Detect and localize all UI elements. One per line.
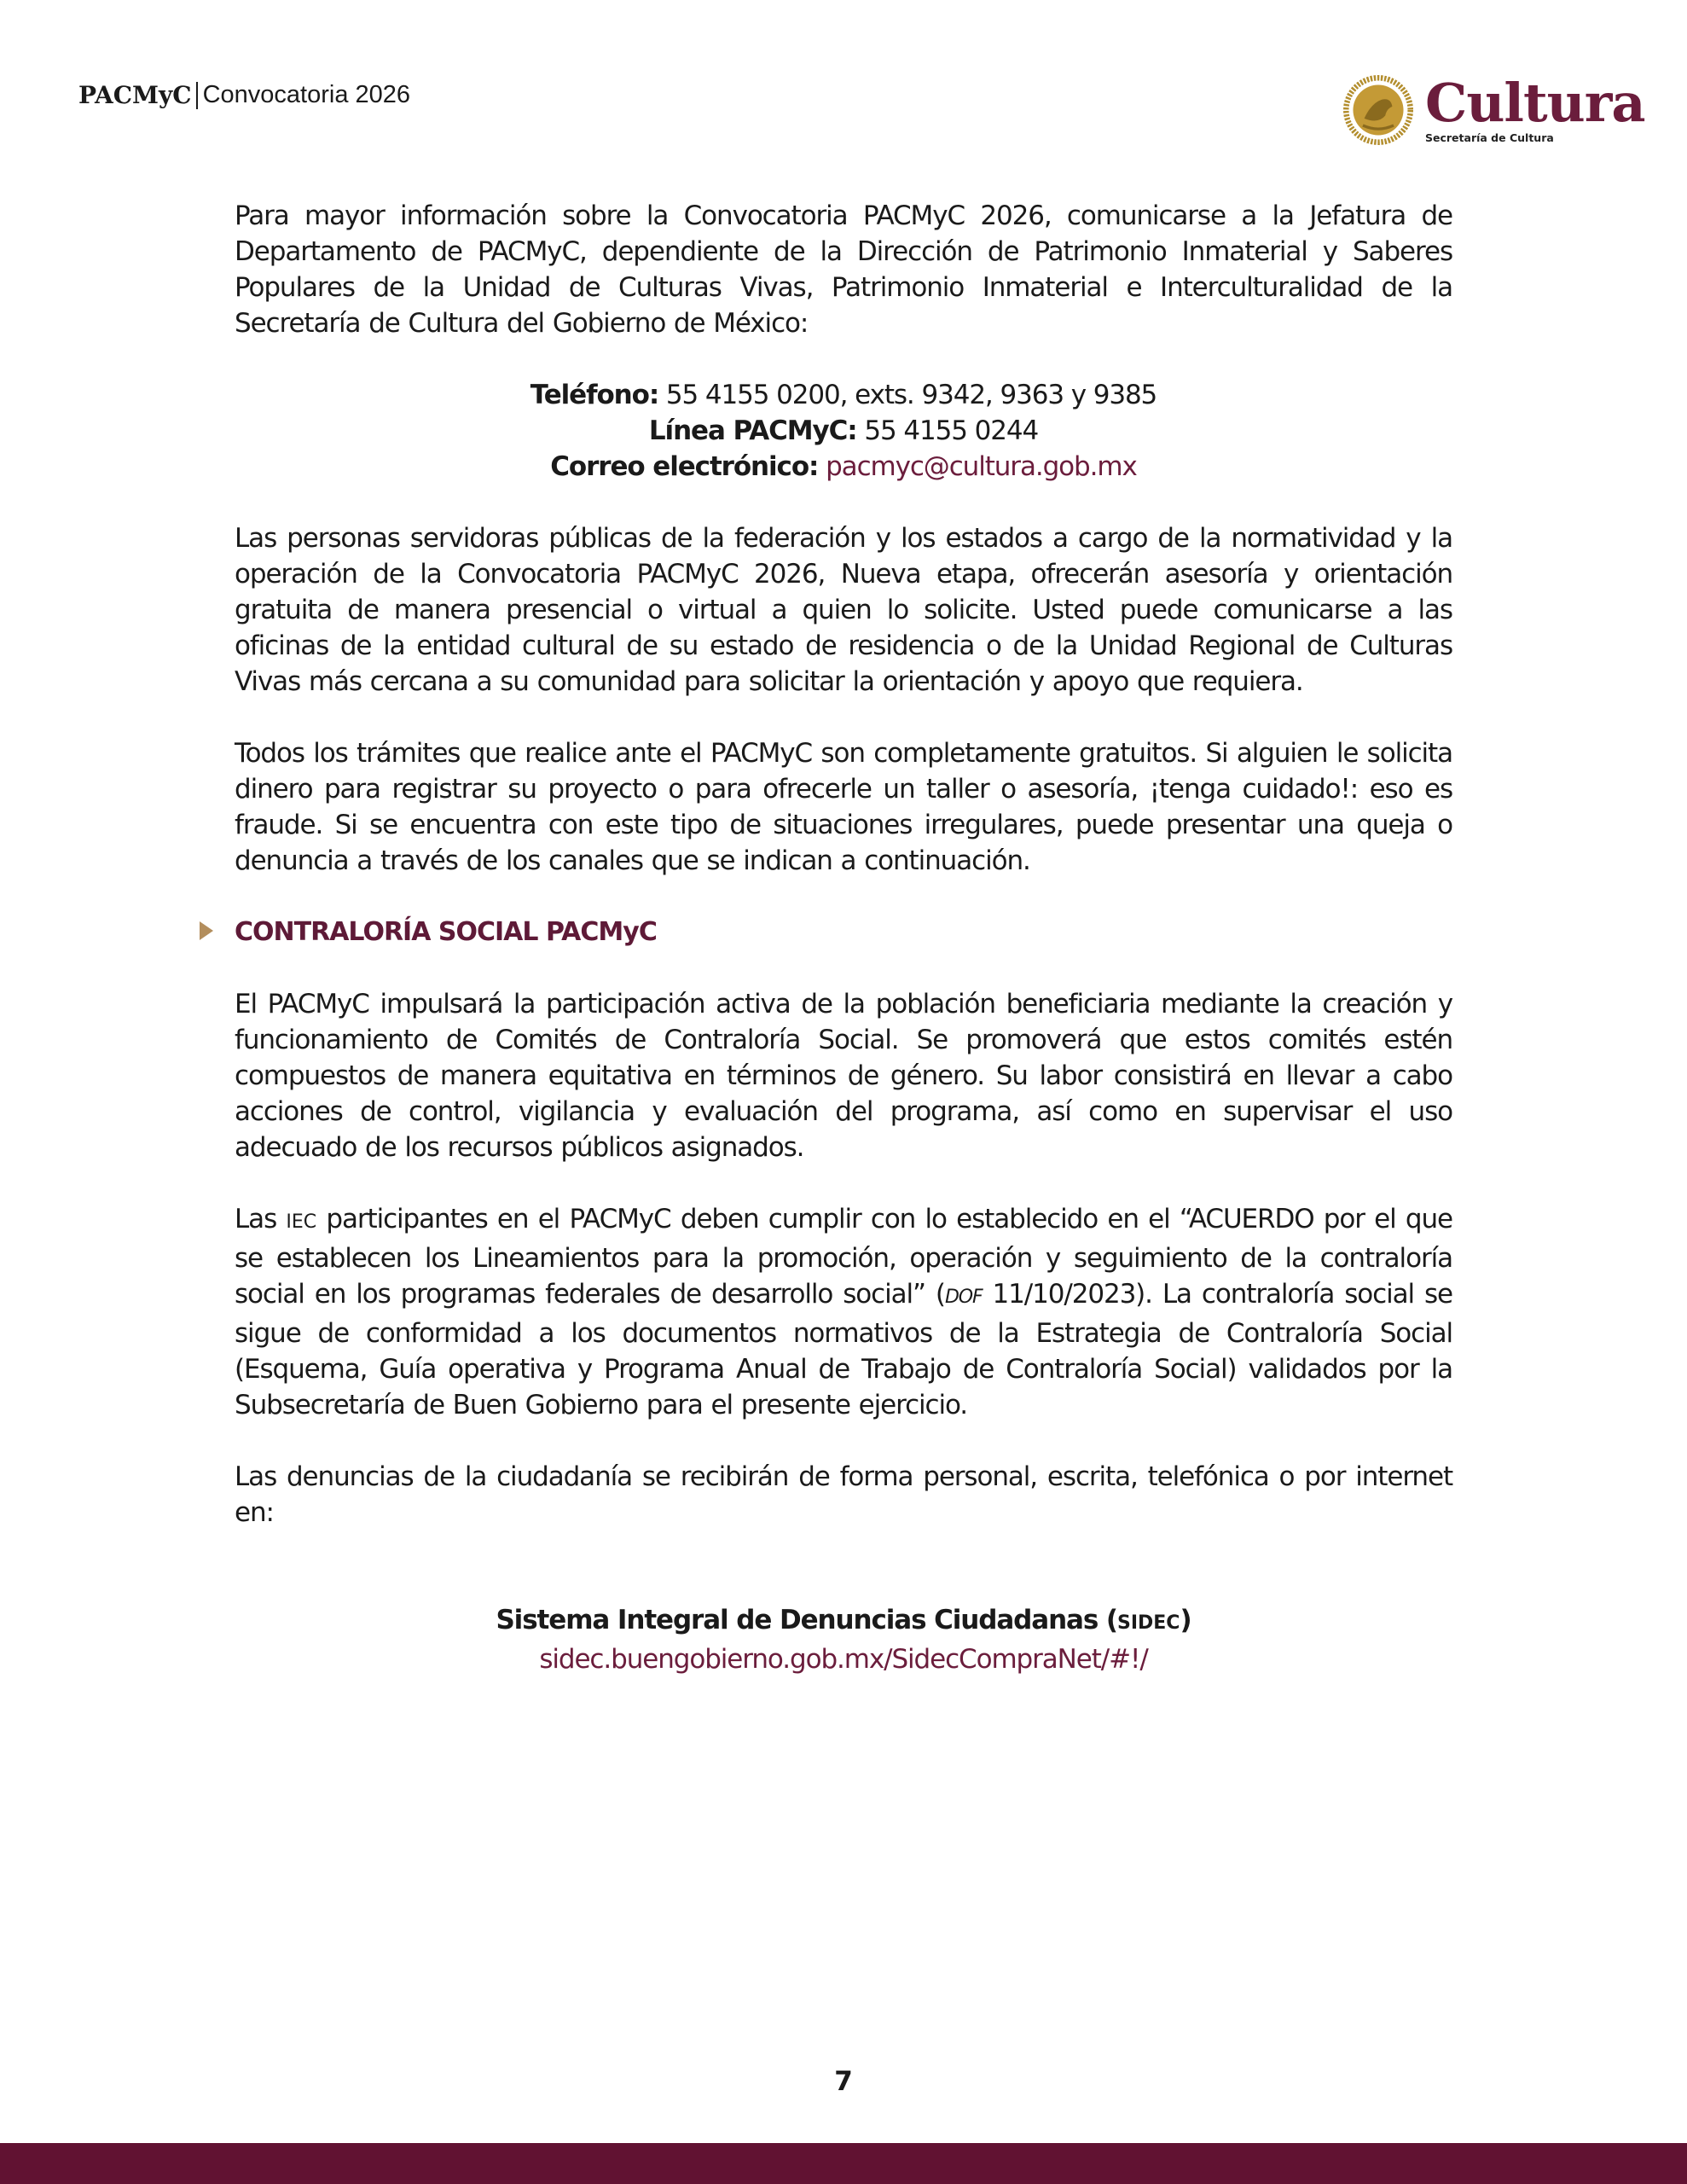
contact-email [235,449,1452,485]
footer-bar [0,2143,1687,2184]
section-title: CONTRALORÍA SOCIAL PACMyC [235,917,657,947]
paragraph-intro: Para mayor información sobre la Convocatoria PACMyC 2026, comunicarse a la Jefatura de Departamento de PACMyC, dependiente de la Dirección de Patrimonio Inmaterial y Saberes Populares de la Unidad de Culturas Vivas, Patrimonio Inmaterial e Interculturalidad de la Secretaría de Cultura del Gobierno de México: [235,200,1452,339]
sidec-close: ) [1180,1605,1191,1635]
contact-block [235,377,1452,485]
iec-post: 11/10/2023). La contraloría social se sigue de conformidad a los documentos normativos de la Estrategia de Contraloría Social (Esquema, Guía operativa y Programa Anual de Trabajo de Contraloría Social) validados por la Subsecretaría de Buen Gobierno para el presente ejercicio. [235,1279,1452,1420]
sidec-url-link[interactable]: sidec.buengobierno.gob.mx/SidecCompraNet/#!/ [539,1644,1148,1675]
page-number: 7 [834,2066,853,2097]
line-value: 55 4155 0244 [856,415,1039,446]
sidec-title [235,1602,1452,1641]
logo-subtitle: Secretaría de Cultura [1425,131,1554,144]
line-label: Línea PACMyC: [648,415,857,446]
paragraph-denuncias: Las denuncias de la ciudadanía se recibirán de forma personal, escrita, telefónica o por internet en: [235,1461,1452,1528]
iec-pre: Las [235,1204,287,1234]
phone-value: 55 4155 0200, exts. 9342, 9363 y 9385 [658,380,1157,410]
sidec-abbr: SIDEC [1116,1612,1180,1634]
paragraph-iec [235,1201,1452,1423]
section-heading [235,915,1452,950]
iec-mid: participantes en el PACMyC deben cumplir con lo establecido en el “ACUERDO por el que se establecen los Lineamientos para la promoción, operación y seguimiento de la contraloría social en los programas federales de desarrollo social” ( [235,1204,1452,1310]
header-separator [196,82,198,109]
paragraph-impulsara: El PACMyC impulsará la participación activa de la población beneficiaria mediante la creación y funcionamiento de Comités de Contraloría Social. Se promoverá que estos comités estén compuestos de manera equitativa en términos de género. Su labor consistirá en llevar a cabo acciones de control, vigilancia y evaluación del programa, así como en supervisar el uso adecuado de los recursos públicos asignados. [235,989,1452,1163]
triangle-bullet-icon [200,921,213,940]
email-label: Correo electrónico: [550,451,819,482]
logo-wordmark: Cultura [1425,72,1645,134]
paragraph-tramites: Todos los trámites que realice ante el PACMyC son completamente gratuitos. Si alguien le solicita dinero para registrar su proyecto o para ofrecerle un taller o asesoría, ¡tenga cuidado!: eso es fraude. Si se encuentra con este tipo de situaciones irregulares, puede presentar una queja o denuncia a través de los canales que se indican a continuación. [235,738,1452,876]
phone-label: Teléfono: [530,380,659,410]
contact-line [235,413,1452,449]
cultura-logo [1343,72,1645,145]
sidec-title-text: Sistema Integral de Denuncias Ciudadanas ( [496,1605,1117,1635]
header-brand: PACMyC [78,81,192,109]
coat-of-arms-seal-icon [1343,75,1413,145]
contact-phone [235,377,1452,413]
header-title: Convocatoria 2026 [202,81,411,108]
sidec-block [235,1602,1452,1677]
running-header [78,81,410,109]
dof-abbr: DOF [944,1287,983,1308]
email-link[interactable]: pacmyc@cultura.gob.mx [826,451,1137,482]
iec-abbr: IEC [286,1211,317,1233]
paragraph-servidores: Las personas servidoras públicas de la federación y los estados a cargo de la normatividad y la operación de la Convocatoria PACMyC 2026, Nueva etapa, ofrecerán asesoría y orientación gratuita de manera presencial o virtual a quien lo solicite. Usted puede comunicarse a las oficinas de la entidad cultural de su estado de residencia o de la Unidad Regional de Culturas Vivas más cercana a su comunidad para solicitar la orientación y apoyo que requiera. [235,523,1452,697]
page-content [235,198,1452,1677]
